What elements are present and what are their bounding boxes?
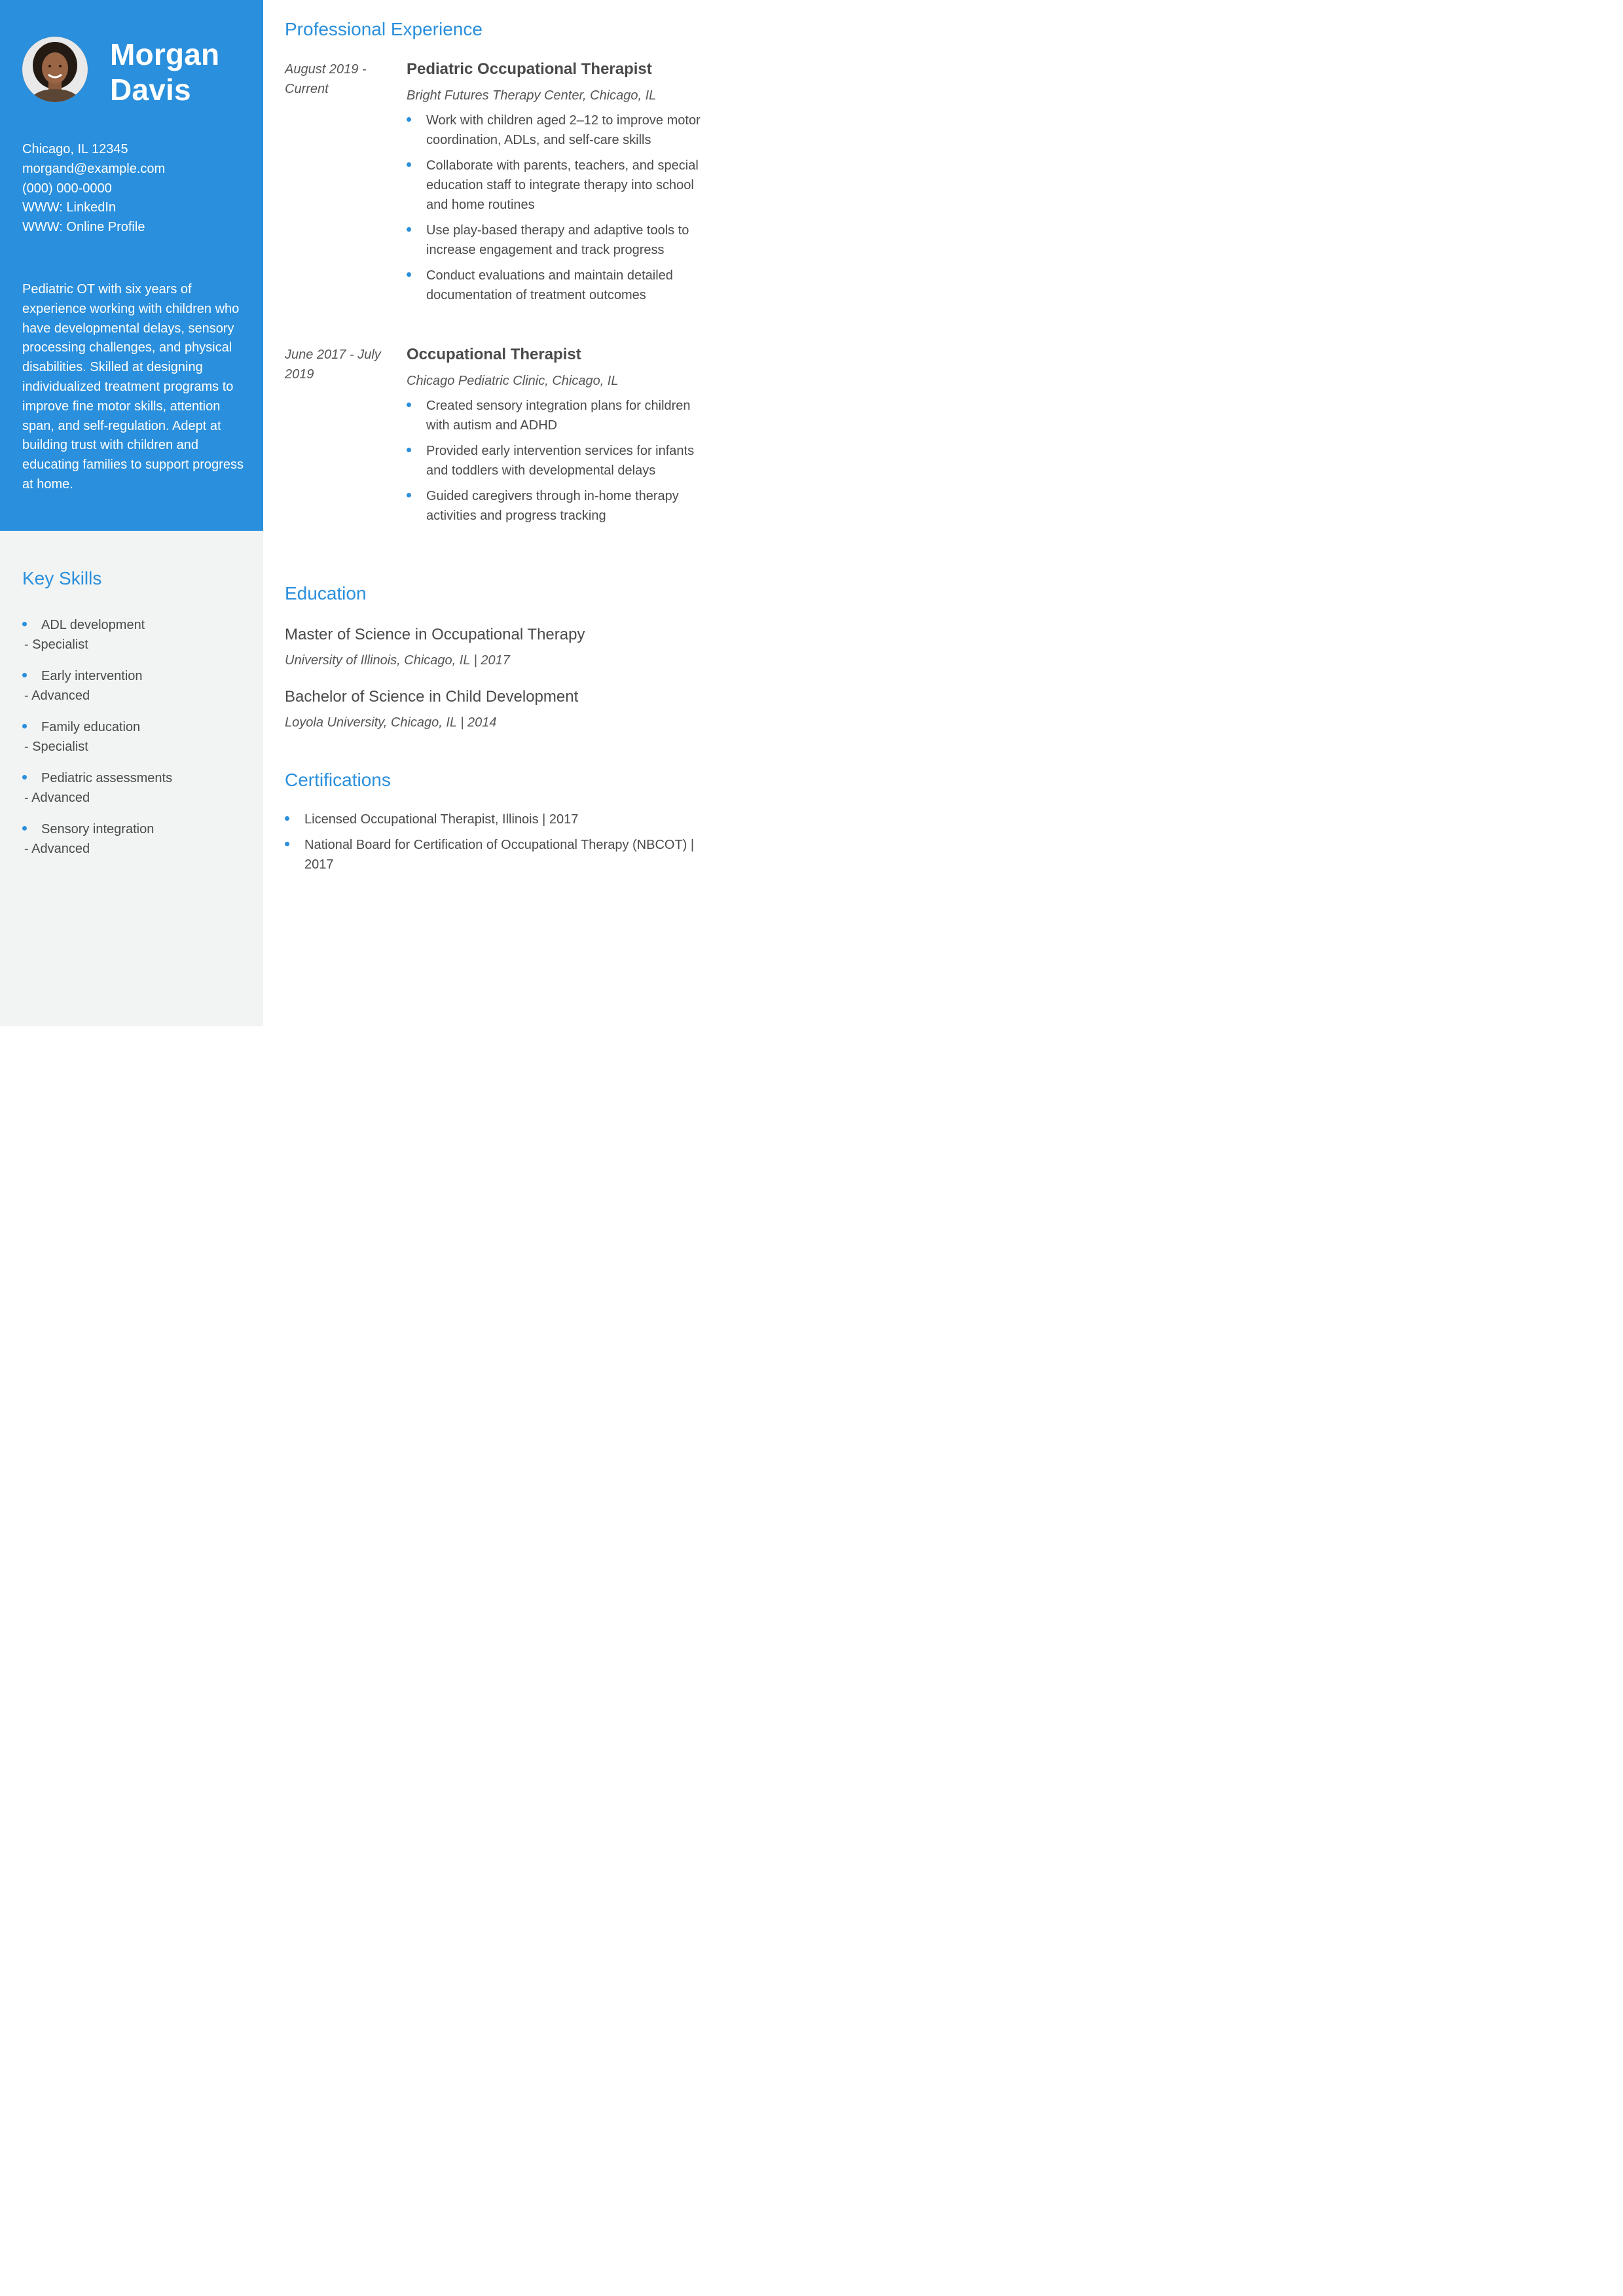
job-bullet-text: Created sensory integration plans for children with autism and ADHD: [426, 399, 691, 433]
skill-level: - Advanced: [24, 791, 90, 805]
avatar: [22, 37, 88, 102]
contact-phone: (000) 000-0000: [22, 181, 112, 196]
education-entry: [285, 687, 704, 732]
certifications-heading: Certifications: [285, 770, 391, 790]
skill-name: Family education: [41, 720, 141, 734]
skill-item: [22, 615, 245, 655]
job-bullet: [407, 221, 704, 260]
job-body: [407, 60, 704, 311]
skills-heading: Key Skills: [22, 568, 102, 588]
bullet-icon: [407, 448, 411, 452]
certifications-list: [285, 810, 704, 880]
contact-info: [22, 140, 165, 238]
first-name: Morgan: [110, 37, 220, 71]
skill-item: [22, 717, 245, 757]
skill-item: [22, 819, 245, 859]
bullet-icon: [407, 227, 411, 232]
contact-linkedin[interactable]: WWW: LinkedIn: [22, 200, 116, 215]
job-bullet: [407, 396, 704, 435]
job-bullets: [407, 396, 704, 526]
bullet-icon: [407, 493, 411, 497]
bullet-icon: [22, 775, 27, 780]
school: Loyola University, Chicago, IL | 2014: [285, 715, 497, 730]
bullet-icon: [22, 724, 27, 728]
certification-text: National Board for Certification of Occupational Therapy (NBCOT) | 2017: [304, 838, 695, 872]
bullet-icon: [22, 622, 27, 626]
job-bullet: [407, 266, 704, 305]
degree: Master of Science in Occupational Therapy: [285, 626, 585, 643]
skill-name: ADL development: [41, 618, 145, 632]
bullet-icon: [285, 816, 289, 821]
job-company: Chicago Pediatric Clinic, Chicago, IL: [407, 374, 619, 388]
profile-photo-icon: [22, 37, 88, 102]
summary: Pediatric OT with six years of experience working with children who have developmental delays, sensory processing challenges, and physical disabilities. Skilled at designing individualized treatment programs to improve fine motor skills, attention span, and self-regulation. Adept at building trust with children and educating families to support progress at home.: [22, 282, 244, 492]
skill-item: [22, 666, 245, 706]
job-bullet-text: Guided caregivers through in-home therapy activities and progress tracking: [426, 489, 679, 523]
job-bullet-text: Use play-based therapy and adaptive tools to increase engagement and track progress: [426, 223, 689, 257]
job-bullet-text: Collaborate with parents, teachers, and special education staff to integrate therapy into school and home routines: [426, 158, 699, 212]
bullet-icon: [407, 403, 411, 407]
bullet-icon: [407, 162, 411, 167]
skill-name: Early intervention: [41, 669, 143, 683]
skills-list: [22, 615, 245, 870]
skill-level: - Specialist: [24, 740, 88, 754]
job-date: June 2017 - July 2019: [285, 348, 381, 382]
sidebar-header: [0, 0, 263, 531]
job-body: [407, 345, 704, 531]
bullet-icon: [407, 272, 411, 277]
job-bullets: [407, 111, 704, 305]
education-entry: [285, 624, 704, 670]
job-bullet: [407, 111, 704, 150]
certification-item: [285, 810, 704, 829]
degree: Bachelor of Science in Child Development: [285, 688, 579, 706]
job-bullet-text: Provided early intervention services for infants and toddlers with developmental delays: [426, 444, 695, 478]
contact-email[interactable]: morgand@example.com: [22, 161, 166, 176]
sidebar: [0, 0, 263, 1026]
school: University of Illinois, Chicago, IL | 2017: [285, 653, 510, 668]
skill-level: - Specialist: [24, 637, 88, 652]
experience-heading: Professional Experience: [285, 19, 483, 39]
bullet-icon: [22, 673, 27, 677]
person-name: [110, 37, 219, 107]
last-name: Davis: [110, 73, 191, 107]
job-date: August 2019 - Current: [285, 62, 367, 96]
job-bullet: [407, 156, 704, 215]
job-company: Bright Futures Therapy Center, Chicago, IL: [407, 88, 657, 103]
bullet-icon: [407, 117, 411, 122]
job-bullet-text: Conduct evaluations and maintain detailed documentation of treatment outcomes: [426, 268, 673, 302]
certification-item: [285, 835, 704, 874]
job-bullet-text: Work with children aged 2–12 to improve motor coordination, ADLs, and self-care skills: [426, 113, 701, 147]
skill-item: [22, 768, 245, 808]
job-bullet: [407, 486, 704, 526]
bullet-icon: [285, 842, 289, 846]
skill-name: Sensory integration: [41, 822, 155, 836]
job-title: Pediatric Occupational Therapist: [407, 60, 652, 78]
certification-text: Licensed Occupational Therapist, Illinois | 2017: [304, 812, 579, 827]
contact-address: Chicago, IL 12345: [22, 142, 128, 156]
skill-level: - Advanced: [24, 842, 90, 856]
job-title: Occupational Therapist: [407, 346, 581, 363]
education-heading: Education: [285, 583, 367, 603]
bullet-icon: [22, 826, 27, 831]
job-bullet: [407, 441, 704, 480]
contact-profile[interactable]: WWW: Online Profile: [22, 220, 145, 235]
skill-level: - Advanced: [24, 689, 90, 703]
skill-name: Pediatric assessments: [41, 771, 173, 785]
